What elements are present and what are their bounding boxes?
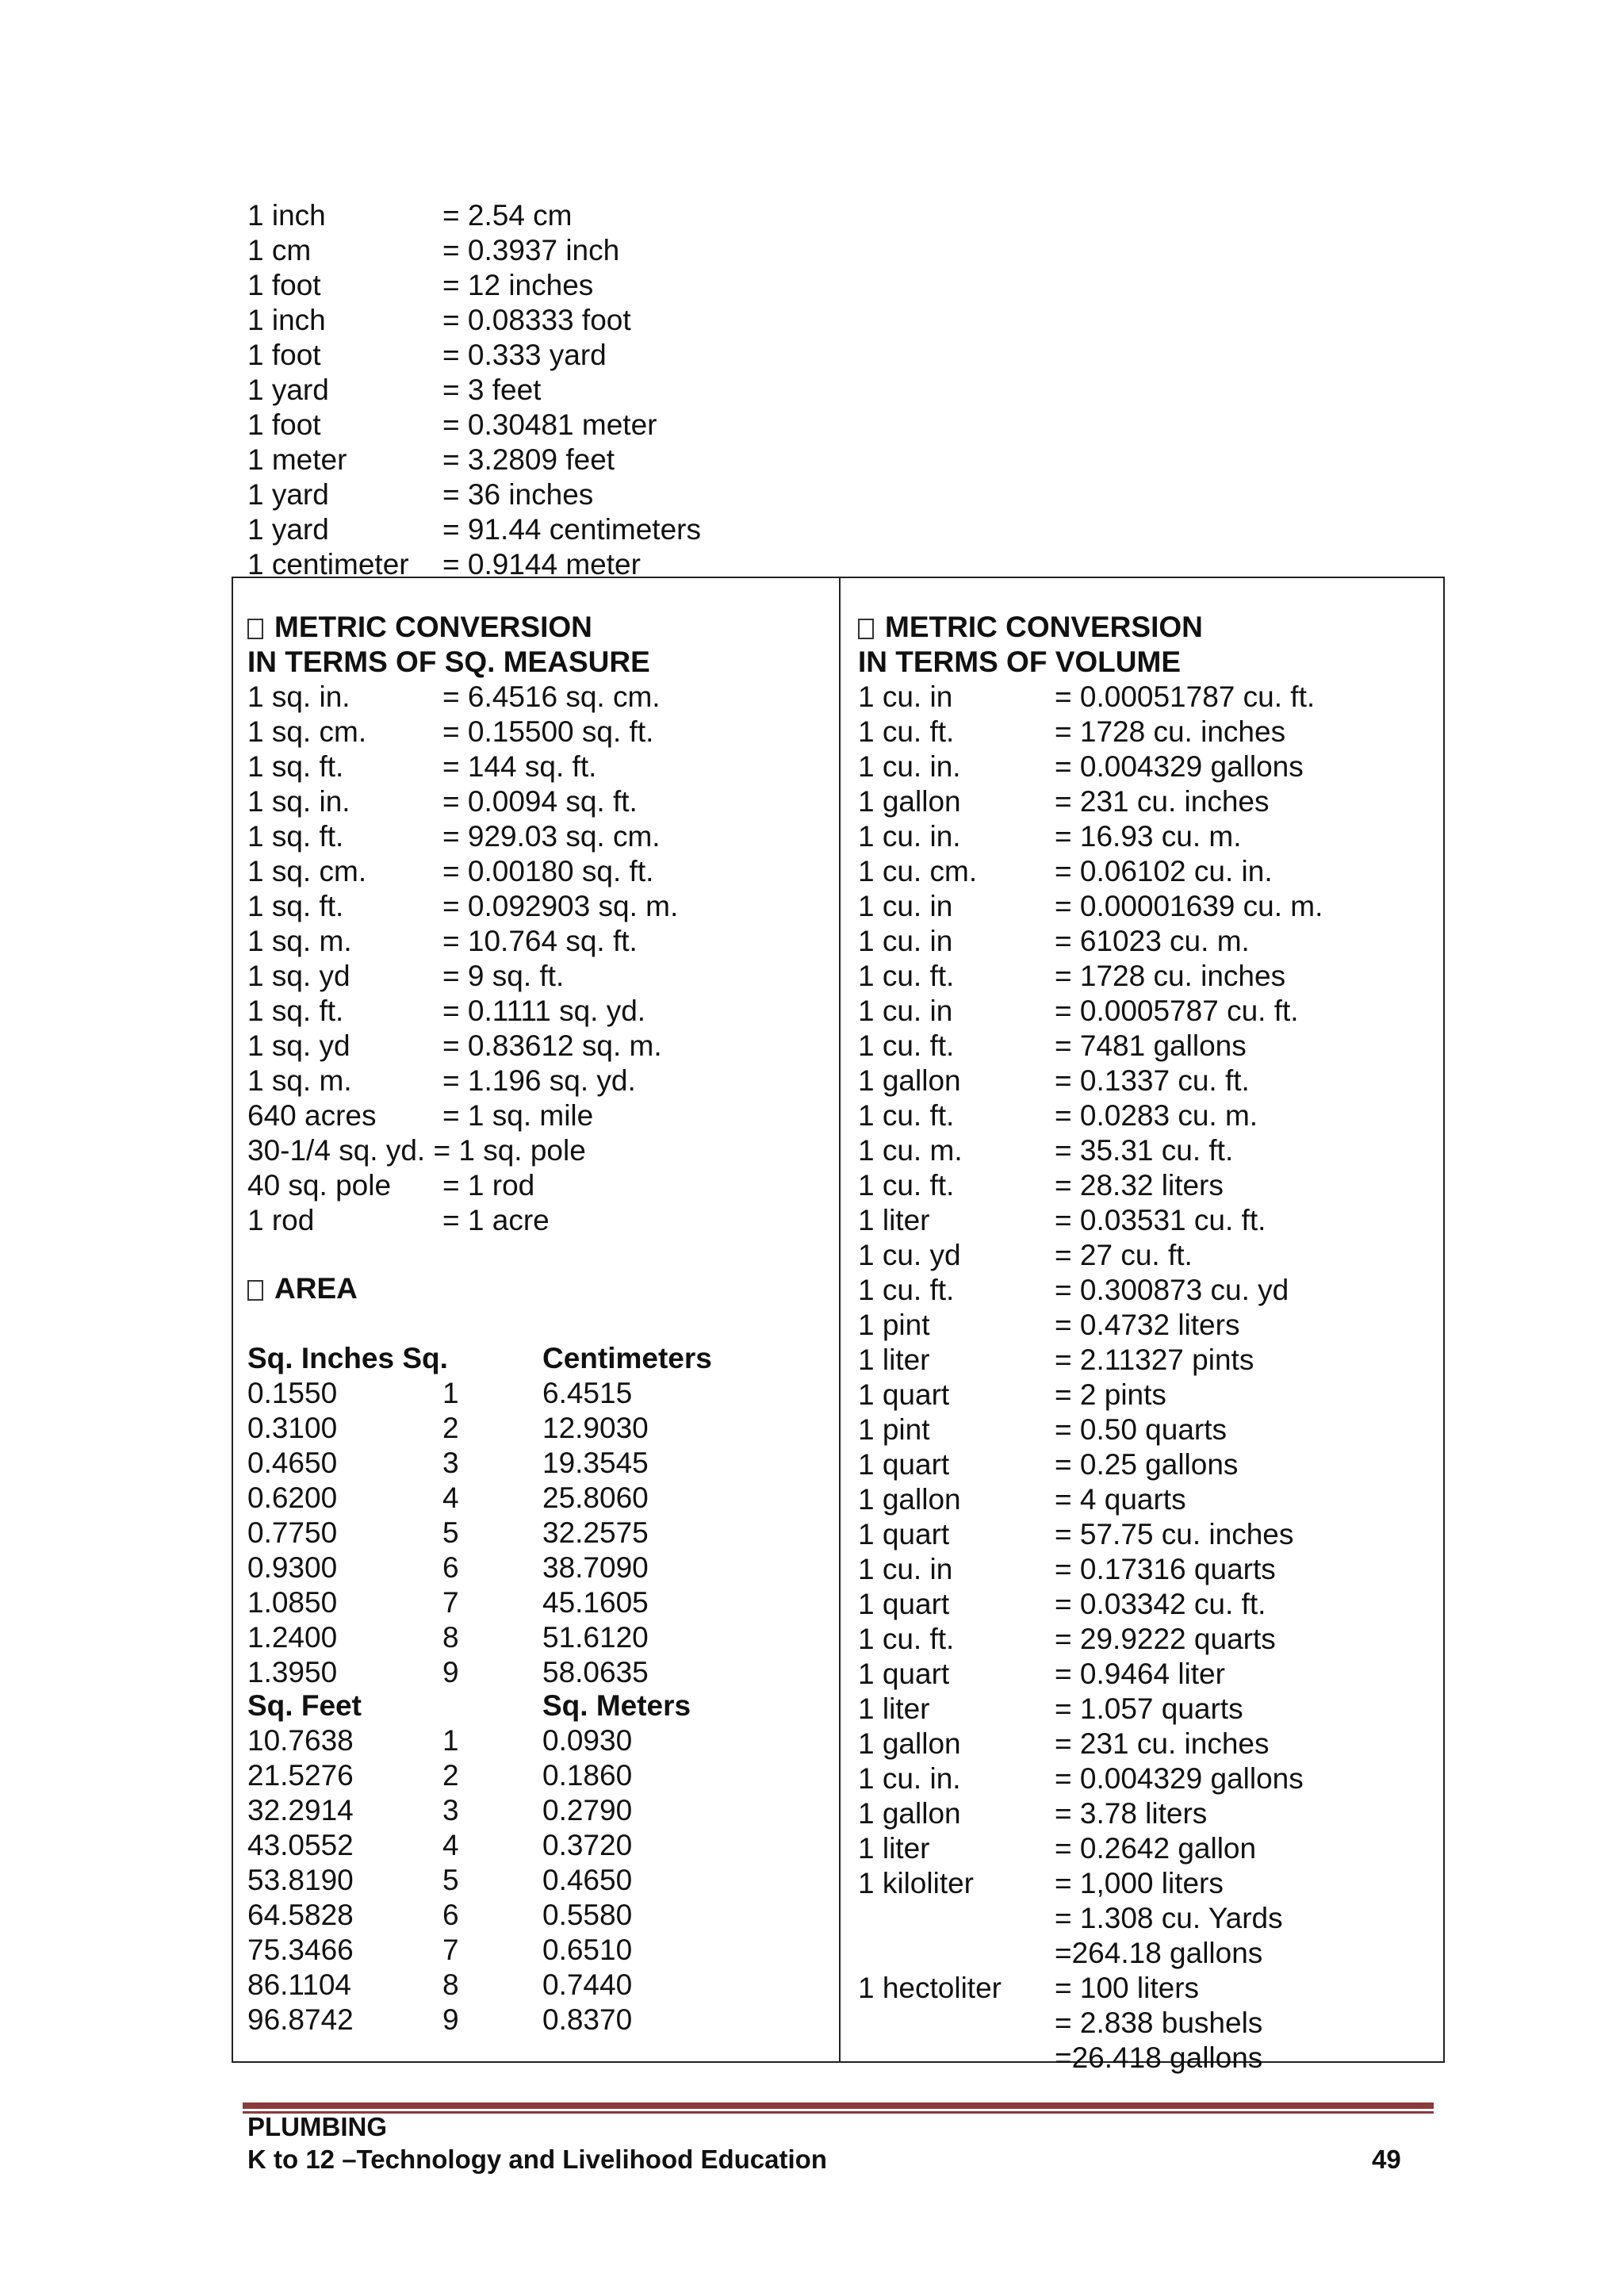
unit-value: = 6.4516 sq. cm. bbox=[442, 680, 661, 713]
unit-value: = 0.03342 cu. ft. bbox=[1055, 1588, 1266, 1620]
unit-label: 1 cu. ft. bbox=[858, 1029, 955, 1062]
unit-label: 1 foot bbox=[247, 269, 321, 301]
unit-label: 1 cu. in. bbox=[858, 1762, 961, 1795]
area-cell: 0.3100 bbox=[247, 1412, 338, 1444]
area-cell: 1 bbox=[442, 1377, 459, 1409]
unit-label: 1 rod bbox=[247, 1204, 315, 1236]
area-cell: 0.7440 bbox=[542, 1968, 633, 2001]
area-cell: 1.3950 bbox=[247, 1656, 338, 1688]
area-cell: 5 bbox=[442, 1864, 459, 1896]
footer-rule-thick bbox=[243, 2102, 1434, 2109]
unit-label: 1 cu. ft. bbox=[858, 715, 955, 748]
unit-label: 640 acres bbox=[247, 1099, 377, 1132]
area-cell: 0.5580 bbox=[542, 1899, 633, 1931]
unit-value: = 0.4732 liters bbox=[1055, 1309, 1240, 1341]
unit-label: 1 cu. in bbox=[858, 995, 953, 1027]
unit-label: 1 cu. in bbox=[858, 1553, 953, 1585]
unit-value: = 35.31 cu. ft. bbox=[1055, 1134, 1234, 1167]
area-cell: 4 bbox=[442, 1829, 459, 1861]
area-cell: 51.6120 bbox=[542, 1621, 649, 1654]
unit-value: = 0.15500 sq. ft. bbox=[442, 715, 654, 748]
unit-label: 1 gallon bbox=[858, 1483, 961, 1516]
column-divider bbox=[839, 577, 841, 2063]
unit-label: 1 liter bbox=[858, 1343, 930, 1376]
footer-curriculum: K to 12 –Technology and Livelihood Education bbox=[247, 2145, 827, 2174]
area-cell: 96.8742 bbox=[247, 2003, 354, 2036]
unit-label: 1 pint bbox=[858, 1309, 930, 1341]
area-cell: 43.0552 bbox=[247, 1829, 354, 1861]
area-cell: 8 bbox=[442, 1621, 459, 1654]
unit-value: = 0.004329 gallons bbox=[1055, 1762, 1304, 1795]
unit-value: = 0.03531 cu. ft. bbox=[1055, 1204, 1266, 1236]
sq-measure-heading-1: METRIC CONVERSION bbox=[247, 610, 592, 645]
unit-value: = 0.0094 sq. ft. bbox=[442, 785, 638, 818]
area-cell: 0.1860 bbox=[542, 1759, 633, 1792]
area-cell: 25.8060 bbox=[542, 1481, 649, 1514]
area-cell: 6 bbox=[442, 1551, 459, 1584]
unit-label: 1 sq. ft. bbox=[247, 750, 344, 783]
unit-value: = 0.333 yard bbox=[442, 339, 607, 371]
unit-value: = 0.092903 sq. m. bbox=[442, 890, 679, 922]
unit-value: = 1.196 sq. yd. bbox=[442, 1064, 636, 1097]
area-cell: 0.6510 bbox=[542, 1934, 633, 1966]
unit-value: = 1 sq. mile bbox=[442, 1099, 594, 1132]
unit-label: 1 meter bbox=[247, 443, 347, 476]
unit-value: = 0.00051787 cu. ft. bbox=[1055, 680, 1316, 713]
area-cell: 9 bbox=[442, 1656, 459, 1688]
area-column-header: Sq. Inches Sq. bbox=[247, 1342, 448, 1374]
unit-value: = 0.2642 gallon bbox=[1055, 1832, 1257, 1865]
unit-value: = 29.9222 quarts bbox=[1055, 1623, 1276, 1655]
unit-label: 1 kiloliter bbox=[858, 1867, 974, 1899]
area-cell: 8 bbox=[442, 1968, 459, 2001]
area-cell: 53.8190 bbox=[247, 1864, 354, 1896]
unit-value: = 0.08333 foot bbox=[442, 304, 631, 336]
sq-measure-heading-2: IN TERMS OF SQ. MEASURE bbox=[247, 646, 650, 678]
unit-value: = 0.30481 meter bbox=[442, 408, 657, 441]
unit-value: = 16.93 cu. m. bbox=[1055, 820, 1242, 853]
unit-label: 1 cu. cm. bbox=[858, 855, 978, 887]
unit-label: 1 gallon bbox=[858, 1064, 961, 1097]
unit-value: = 28.32 liters bbox=[1055, 1169, 1224, 1202]
unit-label: 1 liter bbox=[858, 1832, 930, 1865]
unit-value: = 0.1111 sq. yd. bbox=[442, 995, 646, 1027]
unit-label: 1 liter bbox=[858, 1204, 930, 1236]
unit-value: = 0.0283 cu. m. bbox=[1055, 1099, 1258, 1132]
area-heading: AREA bbox=[247, 1271, 358, 1306]
unit-value: = 1,000 liters bbox=[1055, 1867, 1224, 1899]
unit-label: 1 foot bbox=[247, 408, 321, 441]
unit-value: = 0.50 quarts bbox=[1055, 1413, 1228, 1446]
unit-label: 1 cu. ft. bbox=[858, 960, 955, 992]
area-cell: 19.3545 bbox=[542, 1447, 649, 1479]
unit-value: = 0.0005787 cu. ft. bbox=[1055, 995, 1299, 1027]
area-cell: 0.3720 bbox=[542, 1829, 633, 1861]
footer-subject: PLUMBING bbox=[247, 2112, 387, 2141]
area-cell: 4 bbox=[442, 1481, 459, 1514]
unit-label: 1 sq. in. bbox=[247, 680, 350, 713]
area-cell: 0.4650 bbox=[247, 1447, 338, 1479]
area-cell: 7 bbox=[442, 1586, 459, 1619]
area-cell: 75.3466 bbox=[247, 1934, 354, 1966]
unit-value: = 0.9144 meter bbox=[442, 548, 641, 581]
unit-label: 1 cu. ft. bbox=[858, 1274, 955, 1306]
area-cell: 58.0635 bbox=[542, 1656, 649, 1688]
unit-value: = 9 sq. ft. bbox=[442, 960, 565, 992]
area-cell: 64.5828 bbox=[247, 1899, 354, 1931]
unit-label: 1 sq. ft. bbox=[247, 890, 344, 922]
area-column-header: Sq. Feet bbox=[247, 1689, 362, 1722]
unit-value: = 0.9464 liter bbox=[1055, 1658, 1225, 1690]
unit-label: 1 sq. m. bbox=[247, 1064, 352, 1097]
unit-label: 1 gallon bbox=[858, 1797, 961, 1830]
unit-label: 1 cu. m. bbox=[858, 1134, 963, 1167]
unit-value: = 1.308 cu. Yards bbox=[1055, 1902, 1283, 1934]
area-cell: 0.2790 bbox=[542, 1794, 633, 1826]
footer-rule-thin bbox=[243, 2111, 1434, 2114]
unit-label: 1 cu. in bbox=[858, 890, 953, 922]
unit-value: = 929.03 sq. cm. bbox=[442, 820, 661, 853]
unit-label: 1 cu. ft. bbox=[858, 1623, 955, 1655]
unit-value: = 1728 cu. inches bbox=[1055, 715, 1286, 748]
area-cell: 0.0930 bbox=[542, 1724, 633, 1757]
unit-label: 1 yard bbox=[247, 513, 329, 546]
unit-label: 1 gallon bbox=[858, 785, 961, 818]
area-cell: 10.7638 bbox=[247, 1724, 354, 1757]
unit-value: = 0.17316 quarts bbox=[1055, 1553, 1276, 1585]
unit-value: = 4 quarts bbox=[1055, 1483, 1186, 1516]
volume-heading-2: IN TERMS OF VOLUME bbox=[858, 646, 1181, 678]
unit-value: = 61023 cu. m. bbox=[1055, 925, 1250, 957]
unit-value: = 3 feet bbox=[442, 374, 542, 406]
unit-value: = 1.057 quarts bbox=[1055, 1692, 1243, 1725]
area-cell: 2 bbox=[442, 1412, 459, 1444]
unit-value: = 100 liters bbox=[1055, 1972, 1200, 2004]
unit-label: 1 quart bbox=[858, 1518, 950, 1550]
unit-label: 30-1/4 sq. yd. = 1 sq. pole bbox=[247, 1134, 586, 1167]
unit-label: 1 yard bbox=[247, 374, 329, 406]
area-cell: 86.1104 bbox=[247, 1968, 351, 2001]
area-cell: 0.8370 bbox=[542, 2003, 633, 2036]
unit-value: = 1728 cu. inches bbox=[1055, 960, 1286, 992]
area-cell: 7 bbox=[442, 1934, 459, 1966]
unit-value: = 2.11327 pints bbox=[1055, 1343, 1254, 1376]
unit-label: 1 liter bbox=[858, 1692, 930, 1725]
unit-label: 1 sq. in. bbox=[247, 785, 350, 818]
area-cell: 9 bbox=[442, 2003, 459, 2036]
unit-label: 1 sq. cm. bbox=[247, 715, 367, 748]
unit-value: =26.418 gallons bbox=[1055, 2041, 1263, 2074]
unit-label: 1 sq. m. bbox=[247, 925, 352, 957]
area-cell: 6.4515 bbox=[542, 1377, 633, 1409]
unit-value: = 3.78 liters bbox=[1055, 1797, 1208, 1830]
unit-value: = 0.004329 gallons bbox=[1055, 750, 1304, 783]
unit-label: 1 cu. yd bbox=[858, 1239, 961, 1271]
unit-label: 1 quart bbox=[858, 1378, 950, 1411]
volume-heading-1: METRIC CONVERSION bbox=[858, 610, 1203, 645]
unit-value: = 7481 gallons bbox=[1055, 1029, 1247, 1062]
unit-value: = 2.54 cm bbox=[442, 199, 573, 232]
area-cell: 5 bbox=[442, 1516, 459, 1549]
area-cell: 0.7750 bbox=[247, 1516, 338, 1549]
unit-label: 1 quart bbox=[858, 1448, 950, 1481]
area-cell: 1.0850 bbox=[247, 1586, 338, 1619]
area-cell: 12.9030 bbox=[542, 1412, 649, 1444]
unit-value: = 1 rod bbox=[442, 1169, 535, 1202]
checkbox-bullet-icon bbox=[247, 1280, 263, 1301]
page-number: 49 bbox=[1372, 2145, 1401, 2174]
area-cell: 1 bbox=[442, 1724, 459, 1757]
area-cell: 32.2914 bbox=[247, 1794, 354, 1826]
unit-label: 1 centimeter bbox=[247, 548, 409, 581]
unit-value: = 0.3937 inch bbox=[442, 234, 620, 266]
unit-value: = 91.44 centimeters bbox=[442, 513, 701, 546]
unit-label: 1 cu. ft. bbox=[858, 1169, 955, 1202]
unit-label: 1 cu. ft. bbox=[858, 1099, 955, 1132]
unit-label: 1 hectoliter bbox=[858, 1972, 1002, 2004]
area-cell: 0.4650 bbox=[542, 1864, 633, 1896]
unit-value: = 2.838 bushels bbox=[1055, 2007, 1263, 2039]
checkbox-bullet-icon bbox=[858, 619, 874, 639]
area-cell: 0.9300 bbox=[247, 1551, 338, 1584]
unit-value: = 0.00001639 cu. m. bbox=[1055, 890, 1323, 922]
unit-value: = 0.83612 sq. m. bbox=[442, 1029, 662, 1062]
area-column-header: Centimeters bbox=[542, 1342, 712, 1374]
checkbox-bullet-icon bbox=[247, 619, 263, 639]
unit-label: 1 pint bbox=[858, 1413, 930, 1446]
unit-label: 1 sq. ft. bbox=[247, 995, 344, 1027]
unit-label: 1 quart bbox=[858, 1658, 950, 1690]
area-column-header: Sq. Meters bbox=[542, 1689, 691, 1722]
unit-label: 1 cu. in. bbox=[858, 820, 961, 853]
unit-label: 1 cm bbox=[247, 234, 312, 266]
unit-value: = 36 inches bbox=[442, 478, 594, 511]
unit-label: 1 quart bbox=[858, 1588, 950, 1620]
unit-value: = 0.1337 cu. ft. bbox=[1055, 1064, 1250, 1097]
unit-value: = 27 cu. ft. bbox=[1055, 1239, 1193, 1271]
unit-label: 1 gallon bbox=[858, 1727, 961, 1760]
unit-value: = 144 sq. ft. bbox=[442, 750, 597, 783]
unit-value: = 0.06102 cu. in. bbox=[1055, 855, 1273, 887]
unit-label: 1 inch bbox=[247, 304, 326, 336]
unit-value: = 1 acre bbox=[442, 1204, 550, 1236]
area-cell: 0.6200 bbox=[247, 1481, 338, 1514]
area-cell: 21.5276 bbox=[247, 1759, 354, 1792]
unit-value: = 12 inches bbox=[442, 269, 594, 301]
area-cell: 0.1550 bbox=[247, 1377, 338, 1409]
unit-value: = 10.764 sq. ft. bbox=[442, 925, 638, 957]
unit-label: 1 cu. in bbox=[858, 680, 953, 713]
unit-value: = 231 cu. inches bbox=[1055, 1727, 1270, 1760]
unit-value: = 231 cu. inches bbox=[1055, 785, 1270, 818]
area-cell: 6 bbox=[442, 1899, 459, 1931]
unit-value: = 0.300873 cu. yd bbox=[1055, 1274, 1289, 1306]
unit-label: 40 sq. pole bbox=[247, 1169, 392, 1202]
unit-label: 1 sq. yd bbox=[247, 960, 350, 992]
unit-value: = 57.75 cu. inches bbox=[1055, 1518, 1294, 1550]
area-cell: 45.1605 bbox=[542, 1586, 649, 1619]
unit-value: = 0.25 gallons bbox=[1055, 1448, 1239, 1481]
unit-label: 1 cu. in bbox=[858, 925, 953, 957]
unit-label: 1 sq. yd bbox=[247, 1029, 350, 1062]
unit-value: = 3.2809 feet bbox=[442, 443, 615, 476]
area-cell: 3 bbox=[442, 1794, 459, 1826]
unit-label: 1 foot bbox=[247, 339, 321, 371]
unit-label: 1 sq. ft. bbox=[247, 820, 344, 853]
unit-label: 1 yard bbox=[247, 478, 329, 511]
unit-label: 1 cu. in. bbox=[858, 750, 961, 783]
area-cell: 2 bbox=[442, 1759, 459, 1792]
unit-value: = 2 pints bbox=[1055, 1378, 1166, 1411]
unit-label: 1 sq. cm. bbox=[247, 855, 367, 887]
area-cell: 38.7090 bbox=[542, 1551, 649, 1584]
area-cell: 1.2400 bbox=[247, 1621, 338, 1654]
unit-label: 1 inch bbox=[247, 199, 326, 232]
area-cell: 32.2575 bbox=[542, 1516, 649, 1549]
area-cell: 3 bbox=[442, 1447, 459, 1479]
unit-value: =264.18 gallons bbox=[1055, 1937, 1263, 1969]
unit-value: = 0.00180 sq. ft. bbox=[442, 855, 654, 887]
